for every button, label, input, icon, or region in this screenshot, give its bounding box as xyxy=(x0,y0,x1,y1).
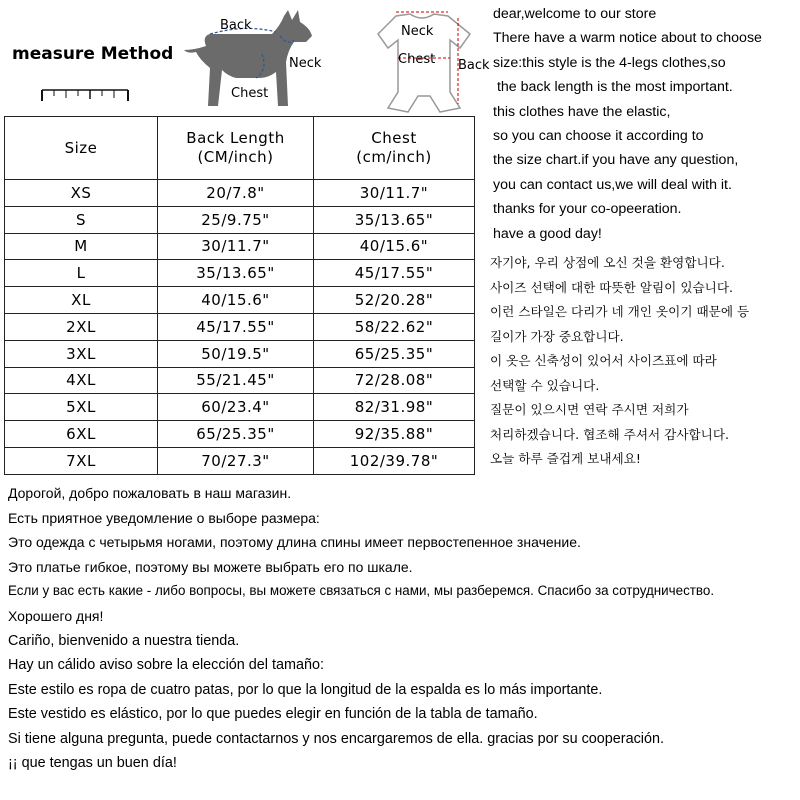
text-line: 사이즈 선택에 대한 따뜻한 알림이 있습니다. xyxy=(490,279,733,295)
header-back-length-label: Back Length xyxy=(186,129,285,147)
text-line: Cariño, bienvenido a nuestra tienda. xyxy=(8,633,240,649)
text-line: Хорошего дня! xyxy=(8,607,104,624)
table-row xyxy=(5,421,475,448)
text-line: the back length is the most important. xyxy=(493,79,733,96)
back-length-cell: 55/21.45" xyxy=(158,367,314,394)
size-chart-table xyxy=(4,116,475,475)
table-row xyxy=(5,394,475,421)
text-line: 길이가 가장 중요합니다. xyxy=(490,328,624,344)
text-line: this clothes have the elastic, xyxy=(493,103,671,120)
text-line: size:this style is the 4-legs clothes,so xyxy=(493,54,726,71)
text-line: Дорогой, добро пожаловать в наш магазин. xyxy=(8,485,292,501)
shirt-neck-label: Neck xyxy=(401,24,434,39)
chest-cell: 30/11.7" xyxy=(314,180,475,207)
text-line: thanks for your co-opeeration. xyxy=(493,201,682,218)
measure-method-label: measure Method xyxy=(12,44,174,64)
chest-cell: 65/25.35" xyxy=(314,340,475,367)
header-chest-label: Chest xyxy=(371,129,417,147)
chest-cell: 102/39.78" xyxy=(314,447,475,474)
text-line: Este estilo es ropa de cuatro patas, por lo que la longitud de la espalda es lo más importante. xyxy=(8,681,603,698)
chest-cell: 45/17.55" xyxy=(314,260,475,287)
size-cell: XL xyxy=(5,287,158,314)
text-line: There have a warm notice about to choose xyxy=(493,30,762,47)
text-line: 이런 스타일은 다리가 네 개인 옷이기 때문에 등 xyxy=(490,304,750,319)
chest-cell: 72/28.08" xyxy=(314,367,475,394)
text-line: 질문이 있으시면 연락 주시면 저희가 xyxy=(490,402,689,417)
dog-chest-label: Chest xyxy=(231,86,269,101)
text-line: Если у вас есть какие - либо вопросы, вы можете связаться с нами, мы разберемся. Спасибо за сотрудничество. xyxy=(8,583,715,598)
text-line: ¡¡ que tengas un buen día! xyxy=(8,755,177,772)
table-row xyxy=(5,180,475,207)
size-cell: 3XL xyxy=(5,340,158,367)
back-length-cell: 20/7.8" xyxy=(158,180,314,207)
header-size xyxy=(5,117,158,180)
back-length-cell: 45/17.55" xyxy=(158,313,314,340)
table-row xyxy=(5,447,475,474)
back-length-cell: 50/19.5" xyxy=(158,340,314,367)
back-length-cell: 25/9.75" xyxy=(158,206,314,233)
text-line: dear,welcome to our store xyxy=(493,6,657,22)
back-length-cell: 60/23.4" xyxy=(158,394,314,421)
table-row xyxy=(5,206,475,233)
chest-cell: 52/20.28" xyxy=(314,287,475,314)
chest-cell: 82/31.98" xyxy=(314,394,475,421)
table-row xyxy=(5,367,475,394)
english-notice xyxy=(493,2,762,246)
size-cell: 7XL xyxy=(5,447,158,474)
russian-notice xyxy=(8,481,714,628)
chest-cell: 35/13.65" xyxy=(314,206,475,233)
chest-cell: 40/15.6" xyxy=(314,233,475,260)
size-cell: 5XL xyxy=(5,394,158,421)
text-line: 선택할 수 있습니다. xyxy=(490,377,600,393)
dog-measure-diagram xyxy=(176,6,346,116)
table-row xyxy=(5,233,475,260)
dog-neck-label: Neck xyxy=(289,56,322,71)
back-length-cell: 30/11.7" xyxy=(158,233,314,260)
back-length-cell: 40/15.6" xyxy=(158,287,314,314)
text-line: the size chart.if you have any question, xyxy=(493,152,739,169)
table-row xyxy=(5,260,475,287)
korean-notice xyxy=(490,251,749,472)
text-line: Este vestido es elástico, por lo que puedes elegir en función de la tabla de tamaño. xyxy=(8,706,538,723)
header-chest xyxy=(314,117,475,180)
text-line: Это одежда с четырьмя ногами, поэтому длина спины имеет первостепенное значение. xyxy=(8,534,581,550)
text-line: 자기야, 우리 상점에 오신 것을 환영합니다. xyxy=(490,255,725,270)
header-size-label: Size xyxy=(64,138,98,157)
size-cell: 6XL xyxy=(5,421,158,448)
dog-back-label: Back xyxy=(220,18,252,33)
ruler-icon xyxy=(40,86,130,102)
size-cell: 4XL xyxy=(5,367,158,394)
spanish-notice xyxy=(8,629,664,775)
table-row xyxy=(5,313,475,340)
size-cell: XS xyxy=(5,180,158,207)
size-cell: M xyxy=(5,233,158,260)
text-line: Это платье гибкое, поэтому вы можете выбрать его по шкале. xyxy=(8,558,413,575)
text-line: Есть приятное уведомление о выборе размера: xyxy=(8,509,320,526)
text-line: Si tiene alguna pregunta, puede contactarnos y nos encargaremos de ella. gracias por su cooperación. xyxy=(8,730,664,747)
text-line: so you can choose it according to xyxy=(493,128,704,145)
table-row xyxy=(5,287,475,314)
size-chart-header-row xyxy=(5,117,475,180)
text-line: have a good day! xyxy=(493,225,602,242)
text-line: 처리하겠습니다. 협조해 주셔서 감사합니다. xyxy=(490,426,729,442)
header-back-length xyxy=(158,117,314,180)
shirt-back-label: Back xyxy=(458,58,490,73)
size-cell: S xyxy=(5,206,158,233)
shirt-chest-label: Chest xyxy=(398,52,436,67)
text-line: Hay un cálido aviso sobre la elección del tamaño: xyxy=(8,657,324,674)
back-length-cell: 65/25.35" xyxy=(158,421,314,448)
header-chest-unit: (cm/inch) xyxy=(356,148,432,166)
back-length-cell: 35/13.65" xyxy=(158,260,314,287)
shirt-measure-diagram xyxy=(356,8,492,116)
header-back-length-unit: (CM/inch) xyxy=(197,148,274,166)
chest-cell: 58/22.62" xyxy=(314,313,475,340)
size-cell: L xyxy=(5,260,158,287)
size-cell: 2XL xyxy=(5,313,158,340)
text-line: you can contact us,we will deal with it. xyxy=(493,176,732,193)
text-line: 이 옷은 신축성이 있어서 사이즈표에 따라 xyxy=(490,353,717,368)
chest-cell: 92/35.88" xyxy=(314,421,475,448)
back-length-cell: 70/27.3" xyxy=(158,447,314,474)
table-row xyxy=(5,340,475,367)
text-line: 오늘 하루 즐겁게 보내세요! xyxy=(490,451,641,466)
